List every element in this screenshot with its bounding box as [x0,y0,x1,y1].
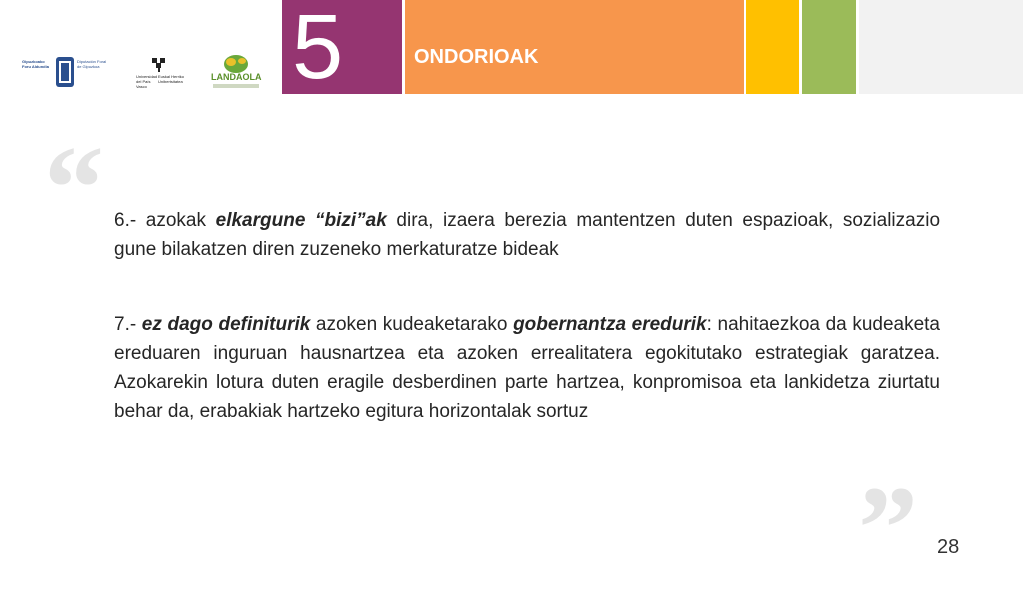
gipuzkoa-text-3: Diputación Foral [77,59,107,64]
landaola-subtitle-bar [213,84,259,88]
p1-prefix: 6.- azokak [114,210,216,231]
gipuzkoa-logo [22,55,106,89]
landaola-leaf-icon [211,52,261,74]
p2-emphasis-1: ez dago definiturik [141,314,311,335]
p1-emphasis: elkargune “bizi”ak [215,210,387,231]
gipuzkoa-text-2: Foru Aldundia [22,64,49,69]
yellow-band [746,0,799,94]
p2-emphasis-2: gobernantza eredurik [513,314,707,335]
logo-strip [0,0,282,94]
close-quote-icon: ” [858,461,918,594]
upv-text-3: Euskal Herriko [158,74,185,79]
upv-text-4: Unibertsitatea [158,79,183,84]
gray-band [859,0,1023,94]
green-band [802,0,856,94]
section-title-block [405,0,744,94]
upv-ehu-logo [136,56,185,89]
conclusion-6 [114,206,940,264]
p2-prefix: 7.- [114,314,142,335]
section-number-block [282,0,402,94]
landaola-logo [211,52,261,90]
gipuzkoa-shield-icon [56,57,74,87]
gipuzkoa-text-4: de Gipuzkoa [77,64,100,69]
page-number: 28 [937,536,960,558]
section-title: ONDORIOAK [414,46,539,68]
gipuzkoa-text-1: Gipuzkoako [22,59,45,64]
conclusion-7 [114,310,940,426]
section-number: 5 [292,0,344,94]
upv-tree-icon [150,56,168,72]
p2-rest: : nahitaezkoa da kudeaketa ereduaren inguruan hausnartzea eta azoken errealitatera egokitutako estrategiak garatzea. Azokarekin lotura duten eragile desberdinen parte hartzea, konpromisoa eta lankidetza ziurtatu behar da, erabakiak hartzeko egitura horizontalak sortuz [114,314,941,422]
upv-text-2: del País Vasco [136,79,151,89]
conclusions-body [114,206,940,426]
p2-middle: azoken kudeaketarako [310,314,514,335]
upv-text-1: Universidad [136,74,158,79]
p1-rest: dira, izaera berezia mantentzen duten espazioak, sozializazio gune bilakatzen diren zuzeneko merkaturatze bideak [114,210,941,260]
open-quote-icon: “ [44,121,104,254]
landaola-wordmark: LANDAOLA [211,72,262,82]
